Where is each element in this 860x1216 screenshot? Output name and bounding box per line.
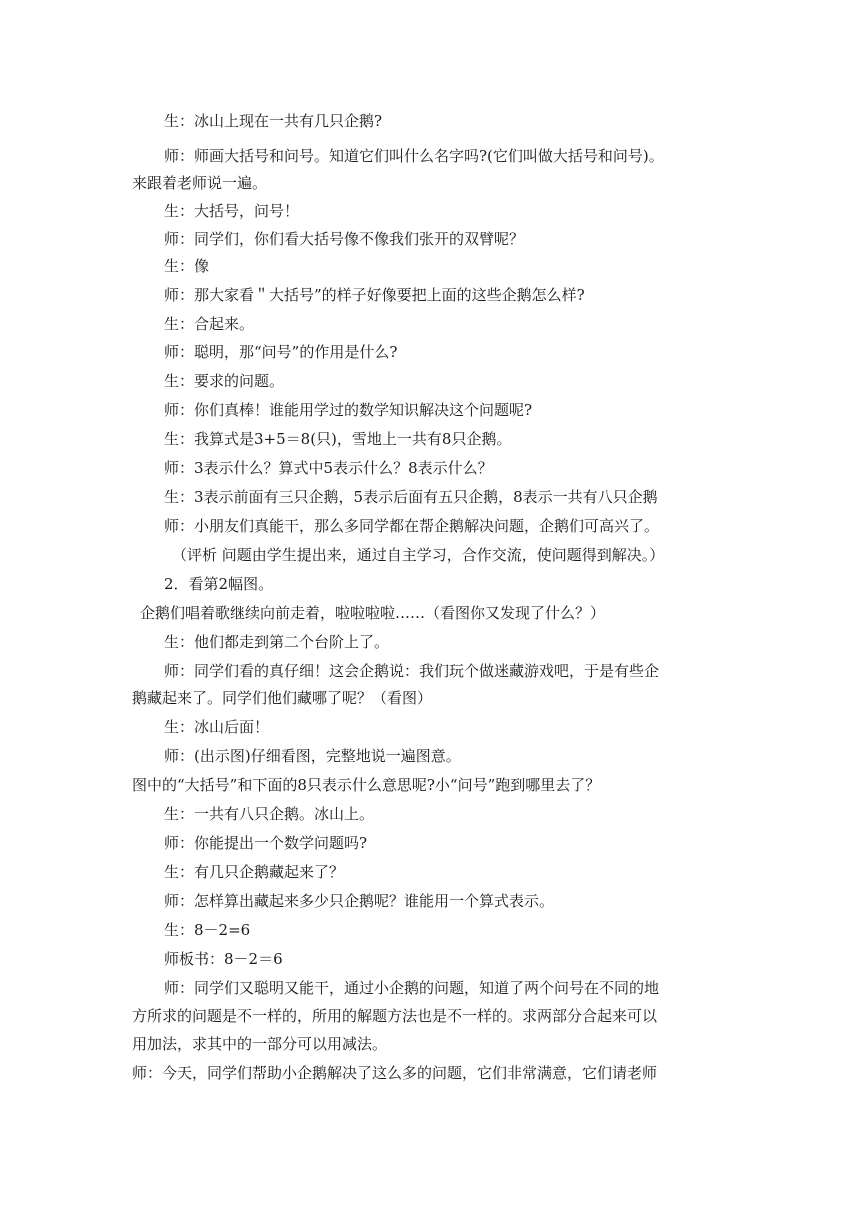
- text-line: 图中的“大括号”和下面的8只表示什么意思呢?小“问号”跑到哪里去了？: [132, 776, 601, 794]
- text-line: 生：冰山上现在一共有几只企鹅?: [164, 112, 383, 130]
- text-line: 生：3表示前面有三只企鹅，5表示后面有五只企鹅，8表示一共有八只企鹅: [164, 488, 658, 506]
- text-line: 来跟着老师说一遍。: [132, 174, 268, 192]
- text-line: 师：同学们看的真仔细！这会企鹅说：我们玩个做迷藏游戏吧，于是有些企: [164, 662, 660, 680]
- text-line: 鹅藏起来了。同学们他们藏哪了呢？（看图）: [132, 689, 433, 707]
- text-line: 师：同学们，你们看大括号像不像我们张开的双臂呢？: [164, 230, 525, 248]
- text-line: 企鹅们唱着歌继续向前走着，啦啦啦啦……（看图你又发现了什么？）: [140, 604, 606, 622]
- text-line: 生：我算式是3+5＝8(只)，雪地上一共有8只企鹅。: [164, 430, 512, 448]
- text-line: 师：你能提出一个数学问题吗?: [164, 834, 368, 852]
- text-line: 师：(出示图)仔细看图，完整地说一遍图意。: [164, 747, 461, 765]
- text-line: 师：小朋友们真能干，那么多同学都在帮企鹅解决问题，企鹅们可高兴了。: [164, 517, 660, 535]
- text-line: 生：合起来。: [164, 315, 255, 333]
- text-line: 师：怎样算出藏起来多少只企鹅呢？谁能用一个算式表示。: [164, 892, 555, 910]
- text-line: 师：同学们又聪明又能干，通过小企鹅的问题，知道了两个问号在不同的地: [164, 979, 660, 997]
- text-line: 方所求的问题是不一样的，所用的解题方法也是不一样的。求两部分合起来可以: [132, 1007, 658, 1025]
- text-line: 师：师画大括号和问号。知道它们叫什么名字吗?(它们叫做大括号和问号)。: [164, 147, 664, 165]
- text-line: 2．看第2幅图。: [164, 575, 274, 593]
- text-line: 师：今天，同学们帮助小企鹅解决了这么多的问题，它们非常满意，它们请老师: [132, 1064, 658, 1082]
- text-line: 生：8－2=6: [164, 921, 251, 939]
- text-line: 生：一共有八只企鹅。冰山上。: [164, 805, 375, 823]
- text-line: 生：他们都走到第二个台阶上了。: [164, 633, 390, 651]
- text-line: 师板书：8－2＝6: [164, 950, 283, 968]
- text-line: 师：你们真棒！谁能用学过的数学知识解决这个问题呢?: [164, 401, 533, 419]
- text-line: 生：有几只企鹅藏起来了？: [164, 863, 345, 881]
- text-line: 生：要求的问题。: [164, 372, 285, 390]
- text-line: 生：像: [164, 257, 210, 275]
- text-line: 生：冰山后面！: [164, 718, 270, 736]
- text-line: 师：聪明，那“问号”的作用是什么?: [164, 343, 398, 361]
- text-line: 生：大括号，问号！: [164, 202, 300, 220]
- text-line: （评析 问题由学生提出来，通过自主学习，合作交流，使问题得到解决。）: [172, 546, 665, 564]
- text-line: 师：3表示什么？算式中5表示什么？8表示什么？: [164, 459, 493, 477]
- text-line: 用加法，求其中的一部分可以用减法。: [132, 1035, 388, 1053]
- text-line: 师：那大家看＂大括号”的样子好像要把上面的这些企鹅怎么样?: [164, 286, 585, 304]
